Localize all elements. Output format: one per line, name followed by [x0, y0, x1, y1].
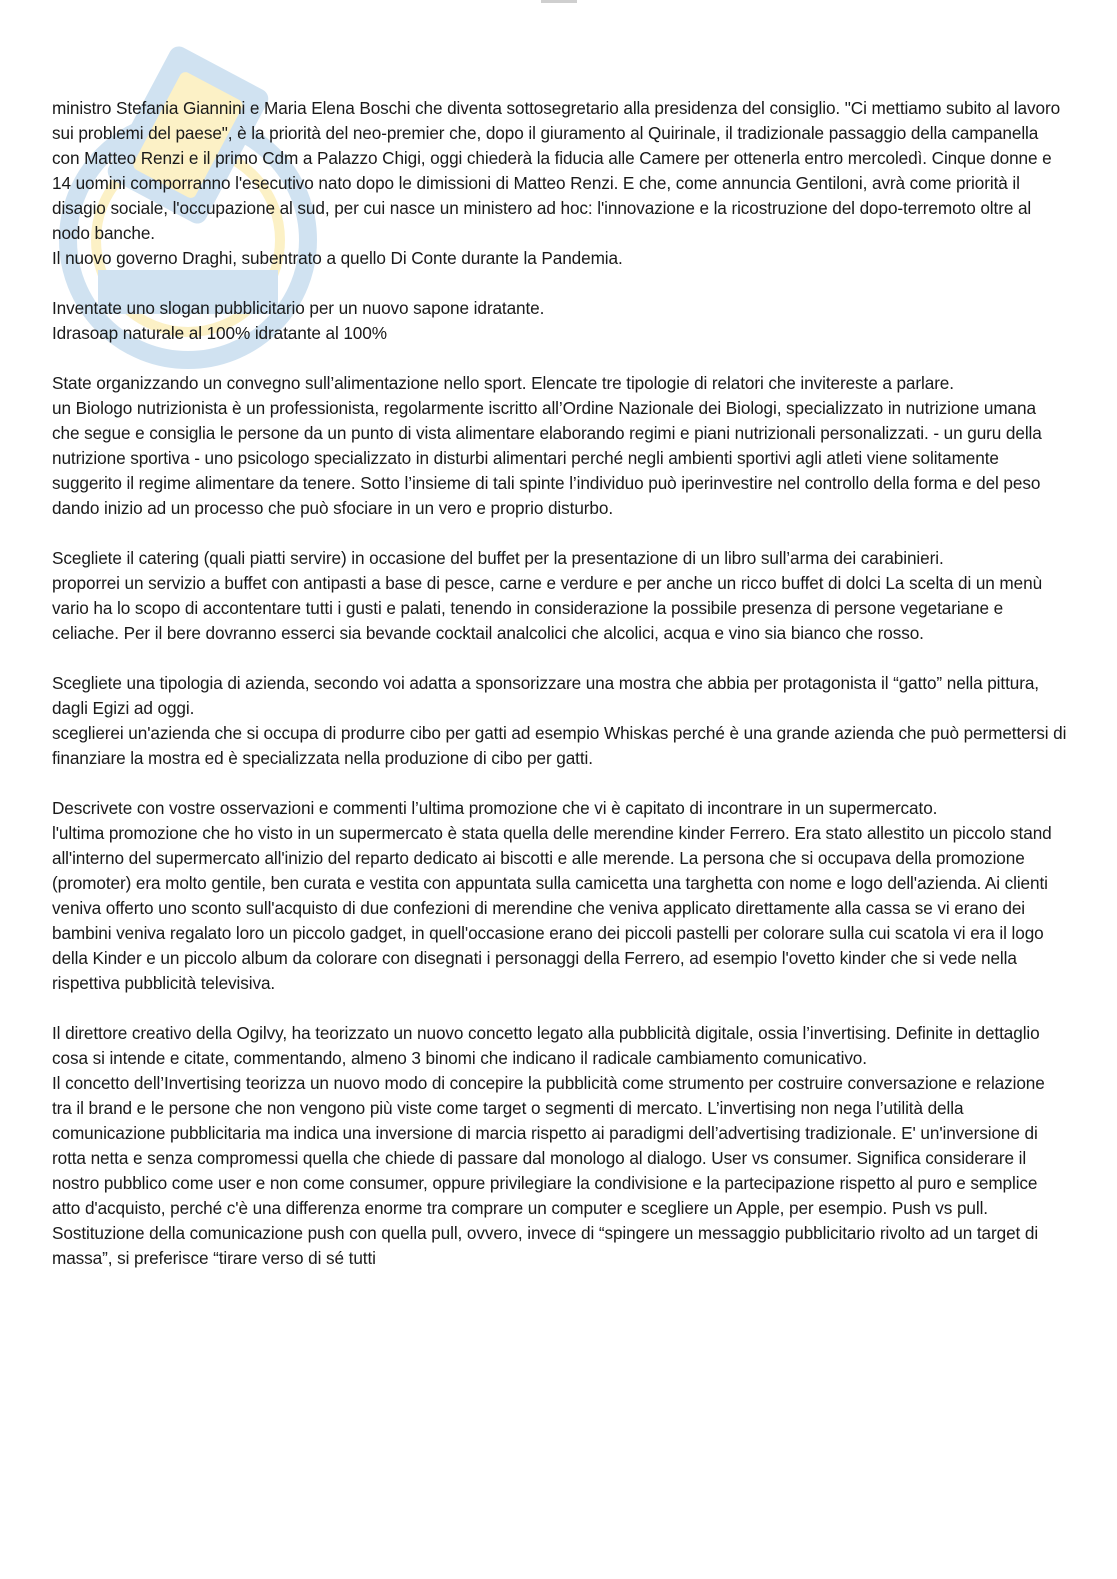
answer-text: sceglierei un'azienda che si occupa di produrre cibo per gatti ad esempio Whiskas perché è una grande azienda che può permettersi di finanziare la mostra ed è specializzata nella produzione di cibo per gatti. [52, 723, 1067, 768]
question-text: State organizzando un convegno sull’alimentazione nello sport. Elencate tre tipologie di relatori che invitereste a parlare. [52, 373, 954, 393]
answer-text: proporrei un servizio a buffet con antipasti a base di pesce, carne e verdure e per anche un ricco buffet di dolci La scelta di un menù vario ha lo scopo di accontentare tutti i gusti e palati, tenendo in considerazione la possibile presenza di persone vegetariane e celiache. Per il bere dovranno esserci sia bevande cocktail analcolici che alcolici, acqua e vino sia bianco che rosso. [52, 573, 1043, 643]
paragraph-slogan [52, 296, 1067, 346]
paragraph-catering [52, 546, 1067, 646]
paragraph-promozione [52, 796, 1067, 996]
text-line: Il nuovo governo Draghi, subentrato a quello Di Conte durante la Pandemia. [52, 248, 623, 268]
paragraph-sponsor [52, 671, 1067, 771]
answer-text: un Biologo nutrizionista è un professionista, regolarmente iscritto all’Ordine Nazionale dei Biologi, specializzato in nutrizione umana che segue e consiglia le persone da un punto di vista alimentare elaborando regimi e piani nutrizionali personalizzati. - un guru della nutrizione sportiva - uno psicologo specializzato in disturbi alimentari perché negli ambienti sportivi agli atleti viene solitamente suggerito il regime alimentare da tenere. Sotto l’insieme di tali spinte l’individuo può iperinvestire nel controllo della forma e del peso dando inizio ad un processo che può sfociare in un vero e proprio disturbo. [52, 398, 1042, 518]
answer-text: Idrasoap naturale al 100% idratante al 100% [52, 323, 387, 343]
document-body [52, 96, 1067, 1296]
question-text: Scegliete il catering (quali piatti servire) in occasione del buffet per la presentazione di un libro sull’arma dei carabinieri. [52, 548, 944, 568]
page-header-mark [541, 0, 577, 3]
paragraph-government [52, 96, 1067, 271]
paragraph-invertising [52, 1021, 1067, 1271]
question-text: Scegliete una tipologia di azienda, secondo voi adatta a sponsorizzare una mostra che abbia per protagonista il “gatto” nella pittura, dagli Egizi ad oggi. [52, 673, 1039, 718]
question-text: Inventate uno slogan pubblicitario per un nuovo sapone idratante. [52, 298, 545, 318]
text-line: ministro Stefania Giannini e Maria Elena Boschi che diventa sottosegretario alla presidenza del consiglio. "Ci mettiamo subito al lavoro sui problemi del paese", è la priorità del neo-premier che, dopo il giuramento al Quirinale, il tradizionale passaggio della campanella con Matteo Renzi e il primo Cdm a Palazzo Chigi, oggi chiederà la fiducia alle Camere per ottenerla entro mercoledì. Cinque donne e 14 uomini comporranno l'esecutivo nato dopo le dimissioni di Matteo Renzi. E che, come annuncia Gentiloni, avrà come priorità il disagio sociale, l'occupazione al sud, per cui nasce un ministero ad hoc: l'innovazione e la ricostruzione del dopo-terremoto oltre al nodo banche. [52, 98, 1061, 243]
answer-text: l'ultima promozione che ho visto in un supermercato è stata quella delle merendine kinder Ferrero. Era stato allestito un piccolo stand all'interno del supermercato all'inizio del reparto dedicato ai biscotti e alle merende. La persona che si occupava della promozione (promoter) era molto gentile, ben curata e vestita con appuntata sulla camicetta una targhetta con nome e logo dell'azienda. Ai clienti veniva offerto uno sconto sull'acquisto di due confezioni di merendine che veniva applicato direttamente alla cassa se vi erano dei bambini veniva regalato loro un piccolo gadget, in quell'occasione erano dei piccoli pastelli per colorare sulla cui scatola vi era il logo della Kinder e un piccolo album da colorare con disegnati i personaggi della Ferrero, ad esempio l'ovetto kinder che si vede nella rispettiva pubblicità televisiva. [52, 823, 1052, 993]
answer-text: Il concetto dell’Invertising teorizza un nuovo modo di concepire la pubblicità come strumento per costruire conversazione e relazione tra il brand e le persone che non vengono più viste come target o segmenti di mercato. L’invertising non nega l’utilità della comunicazione pubblicitaria ma indica una inversione di marcia rispetto ai paradigmi dell’advertising tradizionale. E' un'inversione di rotta netta e senza compromessi quella che chiede di passare dal monologo al dialogo. User vs consumer. Significa considerare il nostro pubblico come user e non come consumer, oppure privilegiare la condivisione e la partecipazione rispetto al puro e semplice atto d'acquisto, perché c'è una differenza enorme tra comprare un computer e scegliere un Apple, per esempio. Push vs pull. Sostituzione della comunicazione push con quella pull, ovvero, invece di “spingere un messaggio pubblicitario rivolto ad un target di massa”, si preferisce “tirare verso di sé tutti [52, 1073, 1045, 1268]
paragraph-convegno [52, 371, 1067, 521]
question-text: Il direttore creativo della Ogilvy, ha teorizzato un nuovo concetto legato alla pubblicità digitale, ossia l’invertising. Definite in dettaglio cosa si intende e citate, commentando, almeno 3 binomi che indicano il radicale cambiamento comunicativo. [52, 1023, 1040, 1068]
question-text: Descrivete con vostre osservazioni e commenti l’ultima promozione che vi è capitato di incontrare in un supermercato. [52, 798, 938, 818]
